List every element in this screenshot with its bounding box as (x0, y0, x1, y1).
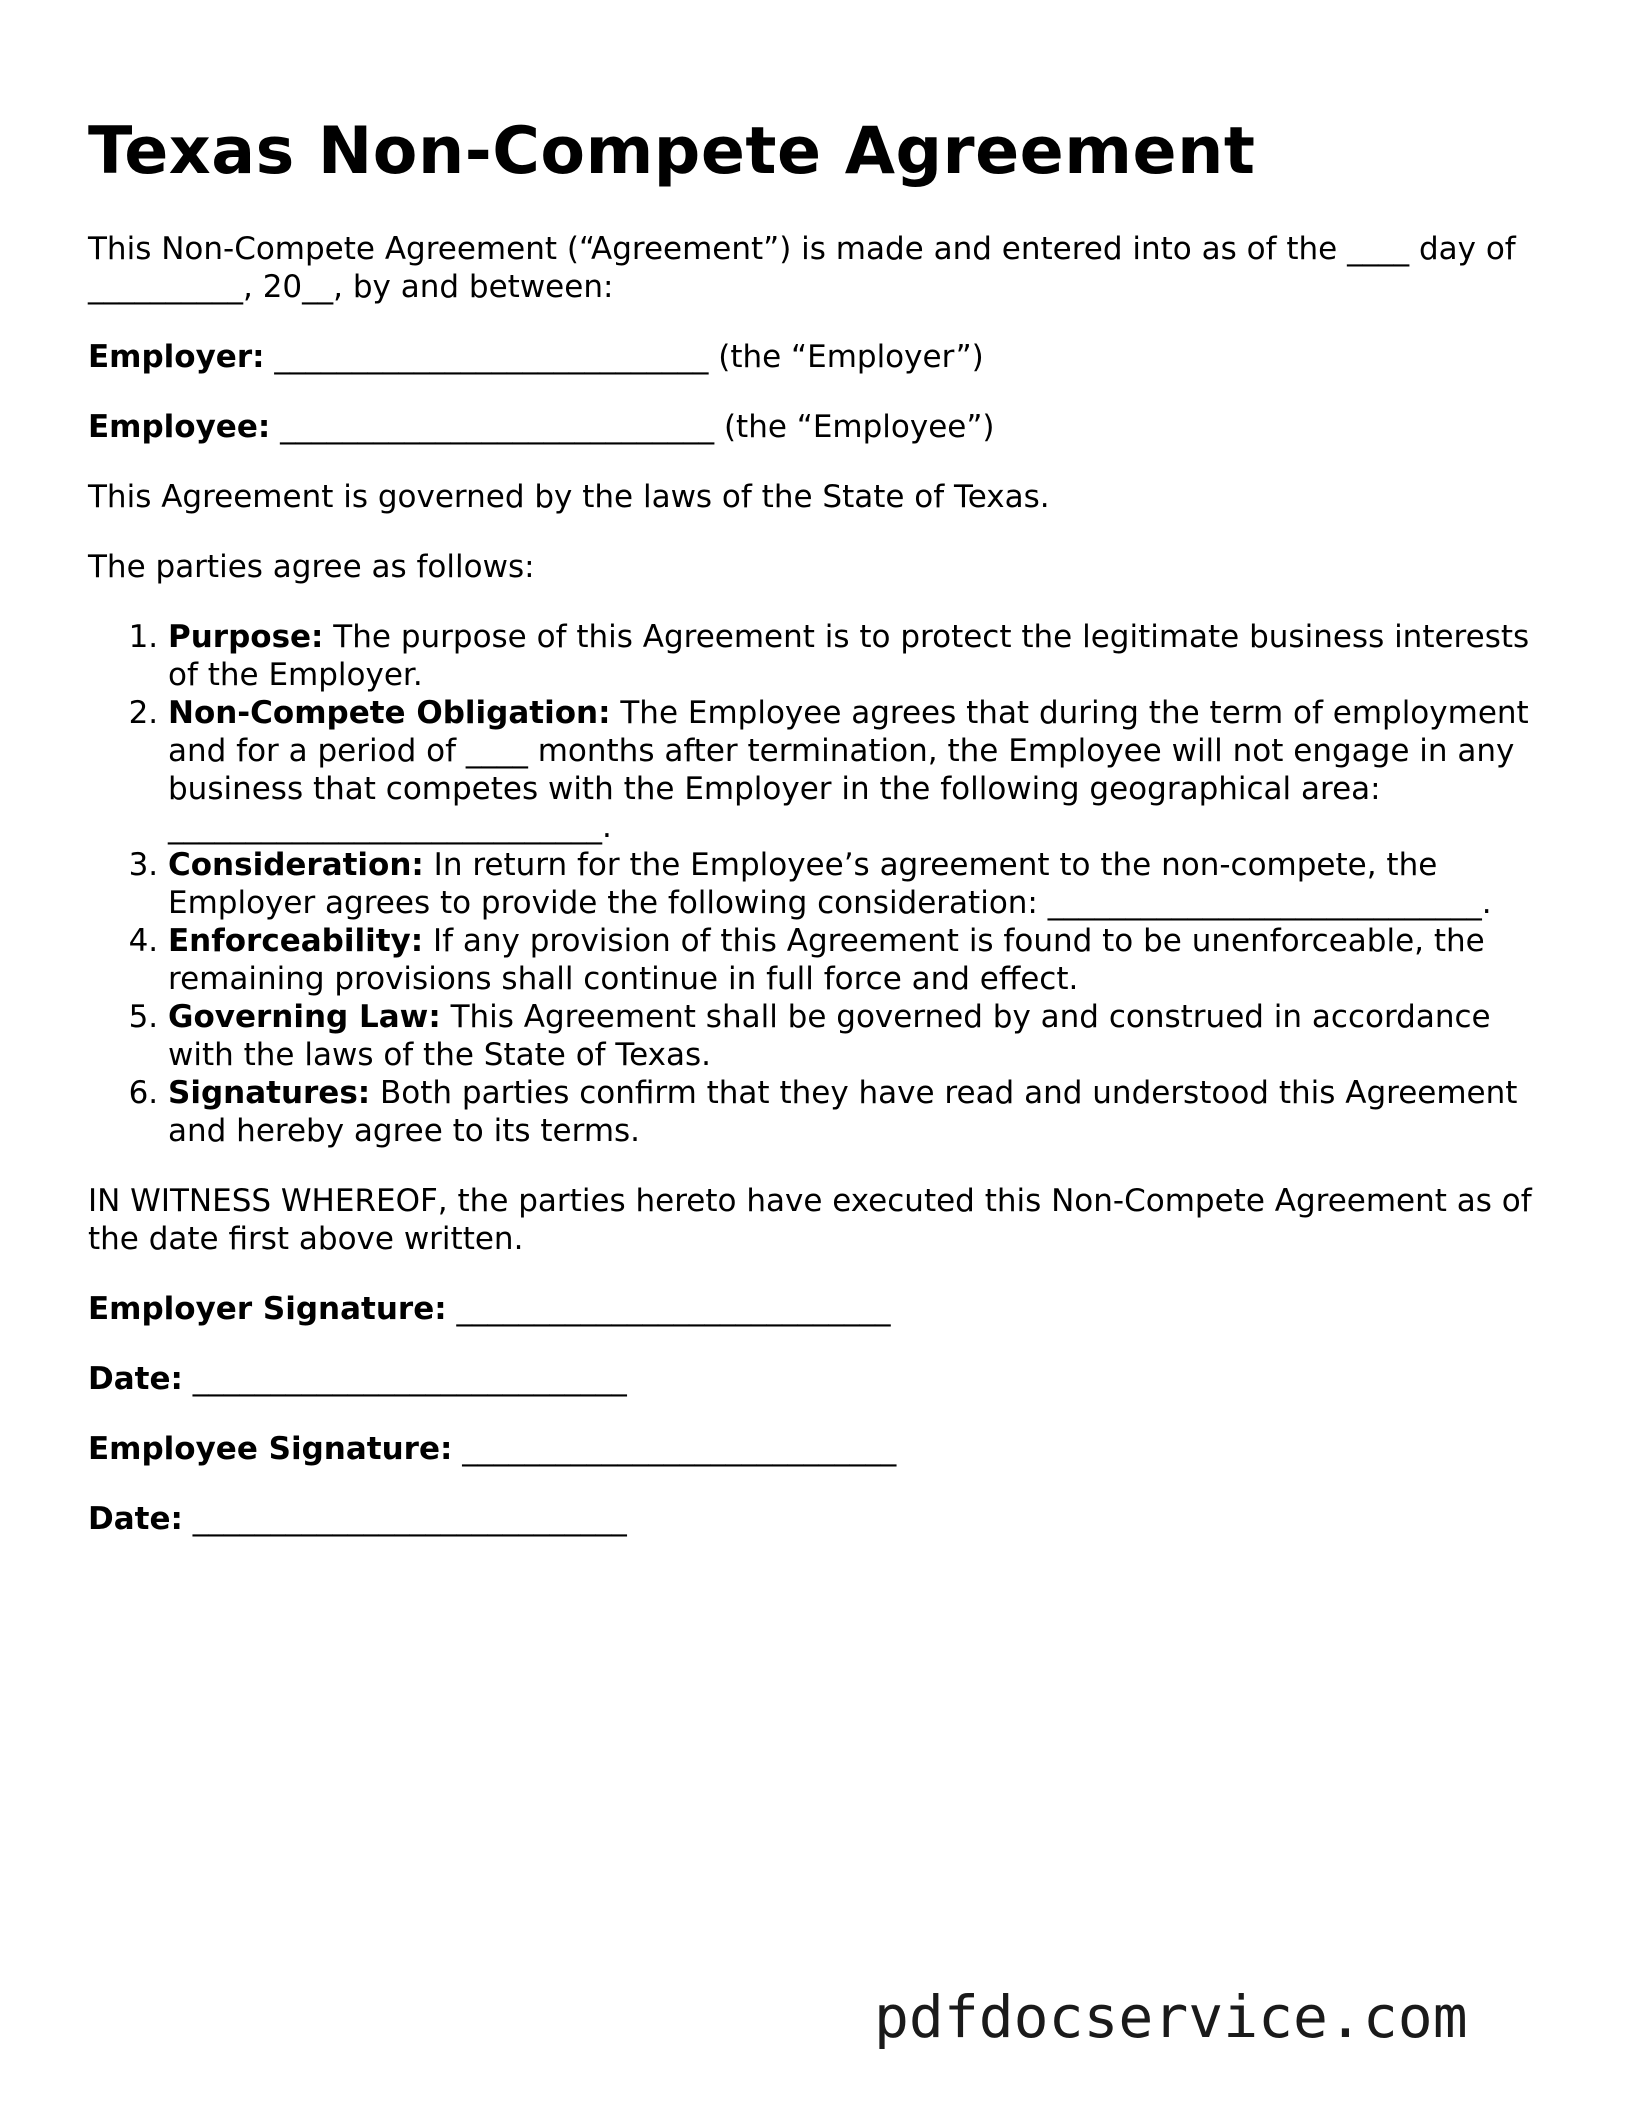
clause-text: If any provision of this Agreement is found to be unenforceable, the remaining provisions shall continue in full force and effect. (168, 923, 1485, 997)
clause-label: Signatures: (168, 1075, 371, 1111)
agree-paragraph: The parties agree as follows: (88, 549, 535, 585)
clause-item-purpose (168, 618, 1548, 694)
signature-blank: ____________________________ (182, 1361, 627, 1397)
clause-item-signatures (168, 1074, 1548, 1150)
employer-date-line (88, 1360, 1548, 1398)
clause-text: Both parties confirm that they have read and understood this Agreement and hereby agree to its terms. (168, 1075, 1518, 1149)
clause-label: Consideration: (168, 847, 424, 883)
clause-text: The Employee agrees that during the term of employment and for a period of ____ months after termination, the Employee will not engage in any business that competes with the Employer in the following geographical area: ____________________________. (168, 695, 1529, 845)
clause-label: Non-Compete Obligation: (168, 695, 611, 731)
signature-blank: ____________________________ (452, 1431, 897, 1467)
employer-blank: ____________________________ (the “Employer”) (264, 339, 984, 375)
clause-item-governing-law (168, 998, 1548, 1074)
employee-label: Employee: (88, 409, 271, 445)
clause-text: The purpose of this Agreement is to protect the legitimate business interests of the Employer. (168, 619, 1530, 693)
clause-label: Enforceability: (168, 923, 424, 959)
clause-list (88, 618, 1548, 1150)
signature-label: Date: (88, 1361, 183, 1397)
governed-paragraph: This Agreement is governed by the laws of the State of Texas. (88, 479, 1050, 515)
employee-signature-line (88, 1430, 1548, 1468)
watermark-text: pdfdocservice.com (874, 1983, 1468, 2051)
clause-item-enforceability (168, 922, 1548, 998)
signature-label: Date: (88, 1501, 183, 1537)
clause-item-consideration (168, 846, 1548, 922)
clause-item-non-compete (168, 694, 1548, 846)
clause-text: In return for the Employee’s agreement to the non-compete, the Employer agrees to provide the following consideration: ____________________________. (168, 847, 1492, 921)
employee-blank: ____________________________ (the “Employee”) (270, 409, 995, 445)
document-page (88, 112, 1548, 1570)
employee-date-line (88, 1500, 1548, 1538)
employer-line (88, 338, 1548, 376)
document-title: Texas Non-Compete Agreement (88, 114, 1256, 189)
clause-text: This Agreement shall be governed by and construed in accordance with the laws of the State of Texas. (168, 999, 1491, 1073)
employer-label: Employer: (88, 339, 265, 375)
signature-label: Employer Signature: (88, 1291, 447, 1327)
clause-label: Purpose: (168, 619, 324, 655)
signature-label: Employee Signature: (88, 1431, 453, 1467)
witness-paragraph: IN WITNESS WHEREOF, the parties hereto have executed this Non-Compete Agreement as of the date first above written. (88, 1183, 1532, 1257)
employer-signature-line (88, 1290, 1548, 1328)
signature-blank: ____________________________ (446, 1291, 891, 1327)
clause-label: Governing Law: (168, 999, 441, 1035)
signature-blank: ____________________________ (182, 1501, 627, 1537)
employee-line (88, 408, 1548, 446)
intro-paragraph: This Non-Compete Agreement (“Agreement”) is made and entered into as of the ____ day of __________, 20__, by and between: (88, 231, 1516, 305)
